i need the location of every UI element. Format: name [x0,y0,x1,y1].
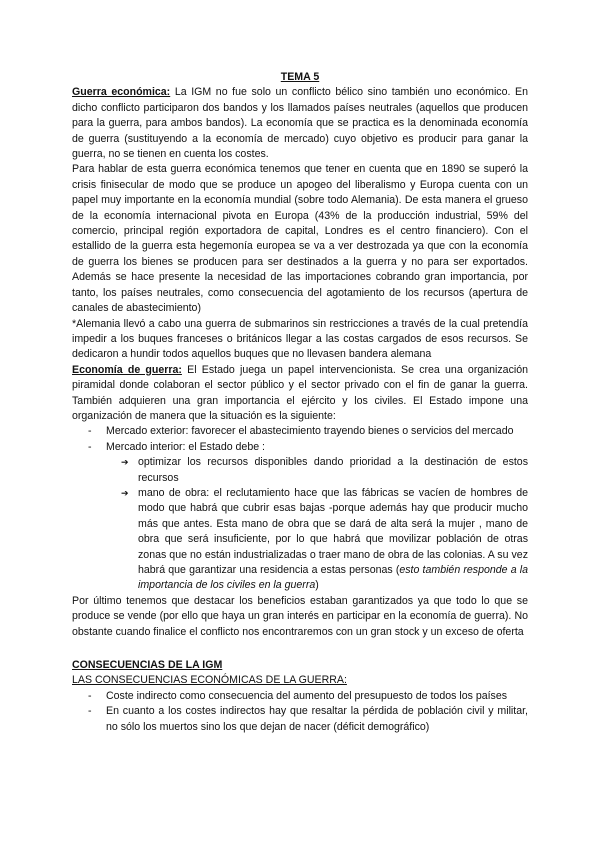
heading-economia-guerra: Economía de guerra: [72,363,182,376]
section-title-consecuencias: CONSECUENCIAS DE LA IGM [72,659,223,672]
paragraph-text: La IGM no fue solo un conflicto bélico sino también uno económico. En dicho conflicto participaron dos bandos y los llamados países neutrales (aquellos que producen para la guerra, para ambos bandos). La economía que se practica es la denominada economía de guerra (sustituyendo a la economía de mercado) cuyo objetivo es producir para ganar la guerra, no se tienen en cuenta los costes. [72,86,528,161]
list-item-mercado-exterior: - Mercado exterior: favorecer el abastecimiento trayendo bienes o servicios del mercado [106,424,528,439]
sublist-italic-note: esto también responde a la importancia de los civiles en la guerra [138,564,528,592]
paragraph-beneficios: Por último tenemos que destacar los beneficios estaban garantizados ya que todo lo que se produce se vende (por ello que haya un gran interés en participar en la economía de guerra). No obstante cuando finalice el conflicto nos encontraremos con un gran stock y un exceso de oferta [72,594,528,638]
sublist-item-optimizar: ➔ optimizar los recursos disponibles dando prioridad a la destinación de estos recursos [138,455,528,486]
list-item-costes-indirectos: - En cuanto a los costes indirectos hay que resaltar la pérdida de población civil y militar, no sólo los muertos sino los que dejan de nacer (déficit demográfico) [106,704,528,735]
paragraph-text: El Estado juega un papel intervencionista. Se crea una organización piramidal donde colaboran el sector público y el sector privado con el fin de ganar la guerra. También adquieren una gran importancia el ejército y los civiles. El Estado impone una organización de manera que la situación es la siguiente: [72,363,529,422]
paragraph-submarinos: *Alemania llevó a cabo una guerra de submarinos sin restricciones a través de la cual pretendía impedir a los buques franceses o británicos llegar a las costas cargados de esos recursos. Se dedicaron a hundir todos aquellos buques que no llevasen bandera alemana [72,317,528,361]
paragraph-guerra-economica [72,85,528,162]
market-list [72,424,528,593]
consequences-list [72,689,528,735]
page-title: TEMA 5 [280,71,320,83]
document-page [72,70,528,735]
sublist-item-mano-de-obra [138,486,528,594]
sublist-text-end: ) [315,579,319,592]
paragraph-economia-guerra [72,363,528,425]
estado-sublist [106,455,528,594]
sublist-text: mano de obra: el reclutamiento hace que las fábricas se vacíen de hombres de modo que habrá que cubrir esas bajas -porque además hay que producir mucho más que antes. Esta mano de obra que se dará de alta será la mujer , mano de obra que será insuficiente, por lo que habrá que movilizar población de otras zonas que no están industrializadas o traer mano de obra de las colonias. A su vez habrá que garantizar una residencia a estas personas ( [138,486,528,576]
paragraph-context: Para hablar de esta guerra económica tenemos que tener en cuenta que en 1890 se superó la crisis finisecular de modo que se produce un apogeo del liberalismo y Europa cuenta con un papel muy importante en la economía mundial (sobre todo Alemania). De esta manera el grueso de la economía internacional pivota en Europa (43% de la producción industrial, 59% del comercio, principal región exportadora de capital, Londres es el centro financiero). Con el estallido de la guerra esta hegemonía europea se va a ver destrozada ya que con la economía de guerra los bienes se producen para ser destinados a la guerra y no para ser exportados. Además se hace presente la necesidad de las importaciones cobrando gran importancia, por tanto, los países neutrales, como consecuencia del agotamiento de los recursos (apertura de canales de abastecimiento) [72,163,528,315]
list-item-coste-indirecto: - Coste indirecto como consecuencia del aumento del presupuesto de todos los países [106,689,528,704]
list-item-text: Mercado interior: el Estado debe : [106,440,265,453]
section-subtitle-economicas: LAS CONSECUENCIAS ECONÓMICAS DE LA GUERRA: [72,674,347,687]
list-item-mercado-interior [106,440,528,594]
heading-guerra-economica: Guerra económica: [72,86,171,99]
